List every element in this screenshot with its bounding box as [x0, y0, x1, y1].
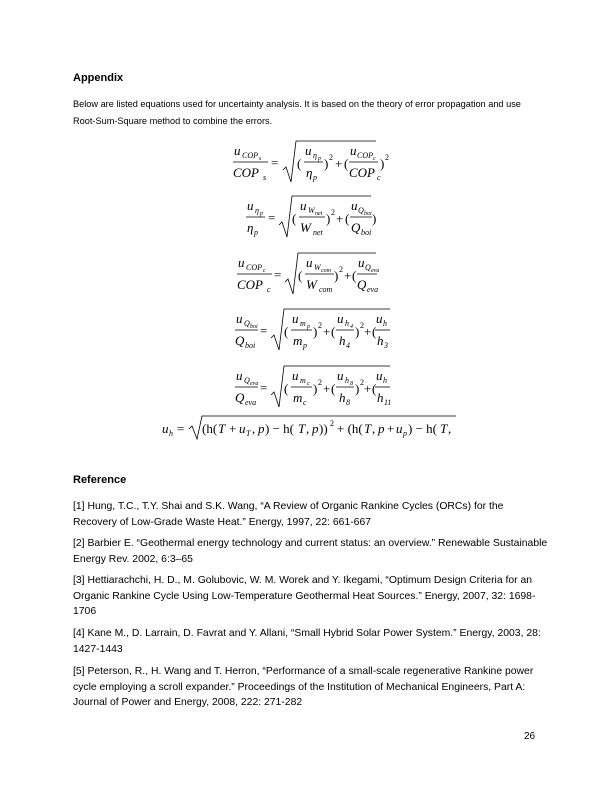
- svg-text:c: c: [303, 398, 307, 407]
- svg-text:h: h: [339, 333, 346, 348]
- svg-text:m: m: [293, 333, 303, 348]
- svg-text:h: h: [345, 319, 349, 328]
- svg-text:u: u: [234, 143, 241, 158]
- svg-text:W: W: [306, 277, 317, 292]
- svg-text:2: 2: [329, 153, 333, 162]
- reference-item: [2] Barbier E. “Geothermal energy technology and current status: an overview.” Renewable Sustainable Energy Rev. 2002, 6:3–65: [73, 538, 548, 565]
- svg-text:(h(: (h(: [202, 421, 218, 436]
- svg-text:(: (: [297, 156, 302, 171]
- equation-3: [234, 250, 379, 296]
- svg-text:u: u: [396, 421, 403, 436]
- svg-text:s: s: [263, 173, 267, 182]
- svg-text:h: h: [383, 376, 387, 385]
- svg-text:2: 2: [318, 321, 322, 330]
- svg-text:2: 2: [339, 265, 343, 274]
- svg-text:=: =: [260, 323, 268, 338]
- svg-text:(: (: [284, 381, 289, 396]
- svg-text:boi: boi: [361, 228, 372, 237]
- svg-text:u: u: [351, 198, 358, 213]
- svg-text:=: =: [274, 267, 282, 282]
- equation-5: [232, 363, 392, 409]
- svg-text:u: u: [376, 311, 383, 326]
- svg-text:) − h(: ) − h(: [265, 421, 294, 436]
- svg-text:u: u: [306, 255, 313, 270]
- svg-text:u: u: [305, 143, 312, 158]
- svg-text:COP: COP: [242, 151, 258, 160]
- svg-text:u: u: [337, 311, 344, 326]
- svg-text:): ): [324, 156, 329, 171]
- svg-text:p: p: [313, 173, 317, 182]
- svg-text:h: h: [339, 390, 346, 405]
- svg-text:p: p: [260, 211, 263, 217]
- svg-text:=: =: [177, 421, 185, 436]
- equation-2: [243, 193, 378, 239]
- svg-text:+ (h(: + (h(: [337, 421, 363, 436]
- svg-text:u: u: [247, 198, 254, 213]
- svg-text:Q: Q: [244, 376, 250, 385]
- svg-text:(: (: [331, 381, 336, 396]
- reference-item: [3] Hettiarachchi, H. D., M. Golubovic, W. M. Worek and Y. Ikegami, “Optimum Design Criteria for an Organic Rankine Cycle Using Low-Temperature Geothermal Heat Sources.” Energy, 2007, 32: 1698-1706: [73, 575, 536, 617]
- svg-text:p: p: [307, 324, 310, 330]
- svg-text:p: p: [378, 421, 385, 436]
- svg-text:Q: Q: [357, 277, 367, 292]
- svg-text:(: (: [372, 381, 377, 396]
- svg-text:(: (: [352, 268, 357, 283]
- svg-text:): ): [355, 381, 360, 396]
- svg-text:COP: COP: [357, 151, 373, 160]
- svg-text:T: T: [246, 429, 251, 438]
- svg-text:boi: boi: [364, 211, 372, 217]
- svg-text:2: 2: [360, 321, 364, 330]
- reference-item: [4] Kane M., D. Larrain, D. Favrat and Y. Allani, “Small Hybrid Solar Power System.” Energy, 2003, 28: 1427-1443: [73, 628, 541, 655]
- svg-text:s: s: [259, 156, 262, 162]
- svg-text:u: u: [236, 368, 243, 383]
- svg-text:m: m: [300, 319, 306, 328]
- svg-text:Q: Q: [365, 263, 371, 272]
- svg-text:T: T: [440, 421, 448, 436]
- svg-text:=: =: [260, 380, 268, 395]
- svg-text:2: 2: [360, 378, 364, 387]
- svg-text:u: u: [337, 368, 344, 383]
- svg-text:c: c: [377, 173, 381, 182]
- svg-text:p: p: [303, 341, 307, 350]
- svg-text:c: c: [307, 381, 310, 387]
- svg-text:h: h: [377, 390, 384, 405]
- svg-text:p: p: [254, 228, 258, 237]
- equation-6: [160, 412, 460, 440]
- reference-item: [1] Hung, T.C., T.Y. Shai and S.K. Wang, “A Review of Organic Rankine Cycles (ORCs) for the Recovery of Low-Grade Waste Heat.” Energy, 1997, 22: 661-667: [73, 501, 504, 528]
- svg-text:+: +: [323, 381, 331, 396]
- svg-text:η: η: [306, 165, 313, 180]
- reference-heading: Reference: [73, 474, 127, 486]
- svg-text:4: 4: [350, 324, 353, 330]
- svg-text:+: +: [344, 268, 352, 283]
- svg-text:eva: eva: [250, 381, 259, 387]
- svg-text:,: ,: [448, 421, 452, 436]
- svg-text:p: p: [312, 421, 319, 436]
- svg-text:T: T: [298, 421, 306, 436]
- svg-text:3: 3: [384, 341, 388, 350]
- svg-text:2: 2: [385, 153, 389, 162]
- svg-text:boi: boi: [245, 341, 256, 350]
- svg-text:eva: eva: [367, 285, 379, 294]
- svg-text:+: +: [364, 324, 372, 339]
- svg-text:): ): [326, 211, 331, 226]
- svg-text:c: c: [373, 156, 376, 162]
- svg-text:h: h: [345, 376, 349, 385]
- svg-text:(: (: [344, 156, 349, 171]
- svg-text:,: ,: [252, 421, 256, 436]
- svg-text:u: u: [292, 311, 299, 326]
- svg-text:p: p: [258, 421, 265, 436]
- svg-text:): ): [313, 324, 318, 339]
- equation-4: [232, 306, 392, 352]
- svg-text:(: (: [284, 324, 289, 339]
- svg-text:eva: eva: [245, 398, 257, 407]
- svg-text:(: (: [331, 324, 336, 339]
- svg-text:COP: COP: [349, 165, 375, 180]
- svg-text:8: 8: [350, 381, 353, 387]
- svg-text:u: u: [358, 255, 365, 270]
- svg-text:2: 2: [318, 378, 322, 387]
- svg-text:com: com: [319, 285, 333, 294]
- svg-text:T: T: [364, 421, 372, 436]
- svg-text:h: h: [169, 429, 173, 438]
- svg-text:=: =: [268, 210, 276, 225]
- svg-text:COP: COP: [233, 165, 259, 180]
- svg-text:(: (: [292, 211, 297, 226]
- svg-text:): ): [355, 324, 360, 339]
- svg-text:(: (: [345, 211, 350, 226]
- svg-text:net: net: [313, 228, 323, 237]
- svg-text:+: +: [336, 211, 344, 226]
- svg-text:+: +: [364, 381, 372, 396]
- svg-text:): ): [334, 268, 339, 283]
- svg-text:u: u: [350, 143, 357, 158]
- appendix-intro: Below are listed equations used for uncertainty analysis. It is based on the theory of error propagation and use Root-Sum-Square method to combine the errors.: [73, 99, 521, 126]
- svg-text:net: net: [315, 211, 323, 217]
- svg-text:c: c: [267, 285, 271, 294]
- svg-text:4: 4: [346, 341, 350, 350]
- svg-text:m: m: [300, 376, 306, 385]
- svg-text:11: 11: [384, 398, 392, 407]
- svg-text:Q: Q: [358, 206, 364, 215]
- svg-text:η: η: [313, 151, 317, 160]
- svg-text:h: h: [377, 333, 384, 348]
- svg-text:com: com: [321, 268, 331, 274]
- svg-text:h: h: [383, 319, 387, 328]
- svg-text:p: p: [318, 156, 321, 162]
- page-number: 26: [524, 731, 536, 742]
- svg-text:COP: COP: [237, 277, 263, 292]
- appendix-heading: Appendix: [73, 72, 124, 84]
- svg-text:Q: Q: [244, 319, 250, 328]
- svg-text:=: =: [271, 155, 279, 170]
- svg-text:2: 2: [331, 208, 335, 217]
- svg-text:): ): [372, 211, 377, 226]
- svg-text:)): )): [319, 421, 328, 436]
- svg-text:,: ,: [306, 421, 310, 436]
- svg-text:Q: Q: [351, 220, 361, 235]
- svg-text:η: η: [247, 220, 254, 235]
- svg-text:+: +: [323, 324, 331, 339]
- svg-text:p: p: [403, 429, 407, 438]
- svg-text:): ): [313, 381, 318, 396]
- svg-text:u: u: [239, 421, 246, 436]
- svg-text:2: 2: [330, 419, 334, 428]
- svg-text:8: 8: [346, 398, 350, 407]
- svg-text:u: u: [162, 421, 169, 436]
- svg-text:+: +: [335, 156, 343, 171]
- svg-text:W: W: [314, 263, 321, 272]
- svg-text:Q: Q: [235, 390, 245, 405]
- svg-text:c: c: [263, 268, 266, 274]
- svg-text:m: m: [293, 390, 303, 405]
- svg-text:(: (: [372, 324, 377, 339]
- reference-item: [5] Peterson, R., H. Wang and T. Herron, “Performance of a small-scale regenerative Rankine power cycle employing a scroll expander.” Proceedings of the Institution of Mechanical Engineers, Part A: Journal of Power and Energy, 2008, 222: 271-282: [73, 666, 534, 708]
- svg-text:u: u: [292, 368, 299, 383]
- svg-text:u: u: [376, 368, 383, 383]
- svg-text:+: +: [387, 421, 395, 436]
- svg-text:η: η: [255, 206, 259, 215]
- svg-text:u: u: [238, 255, 245, 270]
- svg-text:boi: boi: [250, 324, 258, 330]
- svg-text:) − h(: ) − h(: [408, 421, 437, 436]
- svg-text:W: W: [308, 206, 315, 215]
- svg-text:): ): [380, 156, 385, 171]
- svg-text:W: W: [300, 220, 311, 235]
- svg-text:u: u: [236, 311, 243, 326]
- svg-text:u: u: [300, 198, 307, 213]
- equation-1: [230, 138, 390, 184]
- svg-text:,: ,: [372, 421, 376, 436]
- svg-text:+: +: [229, 421, 237, 436]
- svg-text:Q: Q: [235, 333, 245, 348]
- svg-text:T: T: [218, 421, 226, 436]
- svg-text:(: (: [298, 268, 303, 283]
- svg-text:eva: eva: [371, 268, 379, 274]
- svg-text:COP: COP: [246, 263, 262, 272]
